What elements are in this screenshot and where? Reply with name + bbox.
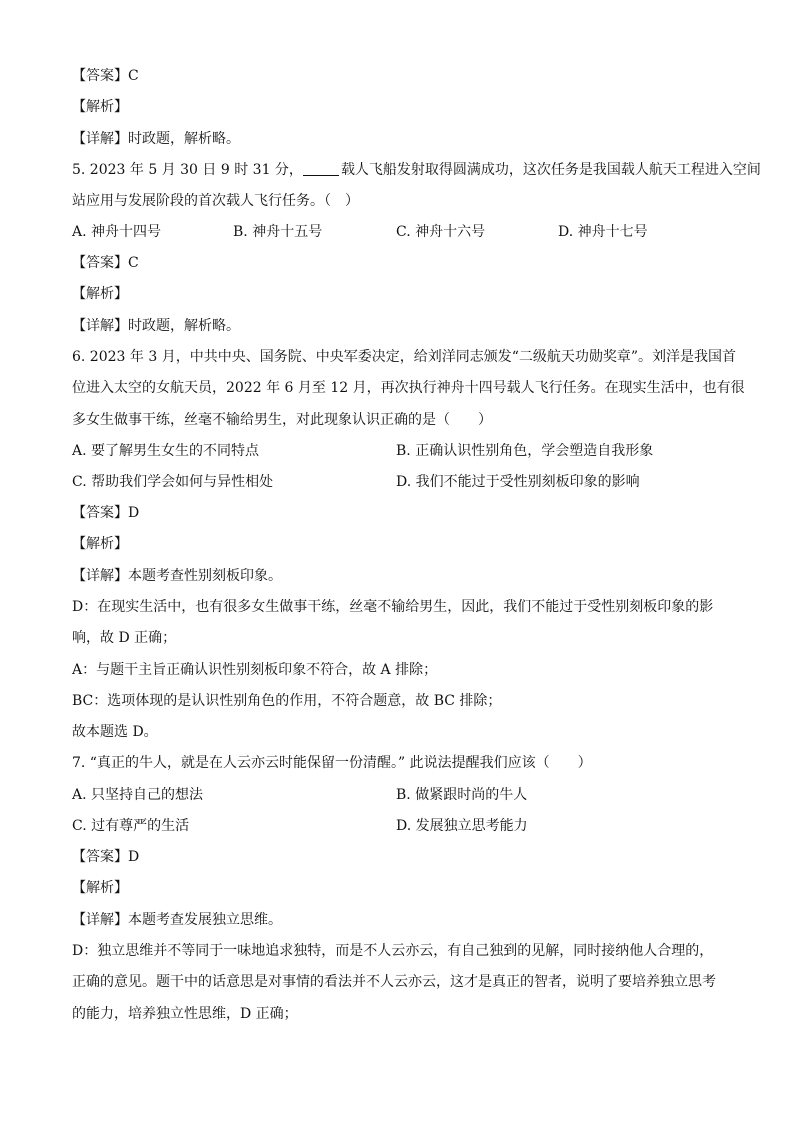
question-7-option-d: D. 发展独立思考能力 bbox=[396, 818, 528, 834]
analysis-label: 【解析】 bbox=[72, 536, 128, 552]
question-7-option-b: B. 做紧跟时尚的牛人 bbox=[396, 787, 528, 803]
detail-text: 【详解】本题考查性别刻板印象。 bbox=[72, 568, 282, 584]
question-5-prefix: 5. 2023 年 5 月 30 日 9 时 31 分， bbox=[72, 162, 303, 178]
question-5-rest: 载人飞船发射取得圆满成功，这次任务是我国载人航天工程进入空间 bbox=[340, 162, 761, 178]
question-5-option-a: A. 神舟十四号 bbox=[72, 224, 162, 240]
question-7-option-a: A. 只坚持自己的想法 bbox=[72, 787, 204, 803]
question-6-line-2: 位进入太空的女航天员，2022 年 6 月至 12 月，再次执行神舟十四号载人飞行任务。在现实生活中，也有很 bbox=[72, 380, 745, 396]
question-6-option-b: B. 正确认识性别角色，学会塑造自我形象 bbox=[396, 443, 654, 459]
question-5-option-c: C. 神舟十六号 bbox=[396, 224, 486, 240]
question-5-line-1 bbox=[72, 160, 761, 180]
detail-text: 正确的意见。题干中的话意思是对事情的看法并不人云亦云，这才是真正的智者，说明了要培养独立思考 bbox=[72, 974, 716, 990]
question-5-line-2: 站应用与发展阶段的首次载人飞行任务。（ ） bbox=[72, 193, 359, 209]
question-5-option-d: D. 神舟十七号 bbox=[558, 224, 648, 240]
analysis-label: 【解析】 bbox=[72, 286, 128, 302]
question-6-option-d: D. 我们不能过于受性别刻板印象的影响 bbox=[396, 474, 640, 490]
detail-text: 故本题选 D。 bbox=[72, 724, 158, 740]
answer-label: 【答案】D bbox=[72, 505, 140, 521]
detail-text: 【详解】时政题，解析略。 bbox=[72, 318, 240, 334]
detail-text: 响，故 D 正确； bbox=[72, 630, 177, 646]
detail-text: D：独立思维并不等同于一味地追求独特，而是不人云亦云，有自己独到的见解，同时接纳他人合理的， bbox=[72, 943, 714, 959]
analysis-label: 【解析】 bbox=[72, 99, 128, 115]
detail-text: D：在现实生活中，也有很多女生做事干练，丝毫不输给男生，因此，我们不能过于受性别刻板印象的影 bbox=[72, 599, 714, 615]
question-6-option-c: C. 帮助我们学会如何与异性相处 bbox=[72, 474, 274, 490]
question-6-option-a: A. 要了解男生女生的不同特点 bbox=[72, 443, 260, 459]
detail-text: 【详解】本题考查发展独立思维。 bbox=[72, 912, 282, 928]
question-6-line-1: 6. 2023 年 3 月，中共中央、国务院、中央军委决定，给刘洋同志颁发“二级航天功勋奖章”。刘洋是我国首 bbox=[72, 349, 737, 365]
fill-in-blank bbox=[303, 161, 339, 176]
detail-text: 的能力，培养独立性思维，D 正确； bbox=[72, 1006, 298, 1022]
question-6-line-3: 多女生做事干练，丝毫不输给男生，对此现象认识正确的是（ ） bbox=[72, 412, 492, 428]
answer-label: 【答案】D bbox=[72, 849, 140, 865]
detail-text: A：与题干主旨正确认识性别刻板印象不符合，故 A 排除； bbox=[72, 662, 438, 678]
question-7-option-c: C. 过有尊严的生活 bbox=[72, 818, 190, 834]
detail-text: BC：选项体现的是认识性别角色的作用，不符合题意，故 BC 排除； bbox=[72, 693, 502, 709]
answer-label: 【答案】C bbox=[72, 255, 139, 271]
answer-label: 【答案】C bbox=[72, 68, 139, 84]
detail-text: 【详解】时政题，解析略。 bbox=[72, 131, 240, 147]
question-5-option-b: B. 神舟十五号 bbox=[233, 224, 323, 240]
analysis-label: 【解析】 bbox=[72, 880, 128, 896]
question-7-line-1: 7. “真正的牛人，就是在人云亦云时能保留一份清醒。” 此说法提醒我们应该（ ） bbox=[72, 755, 592, 771]
